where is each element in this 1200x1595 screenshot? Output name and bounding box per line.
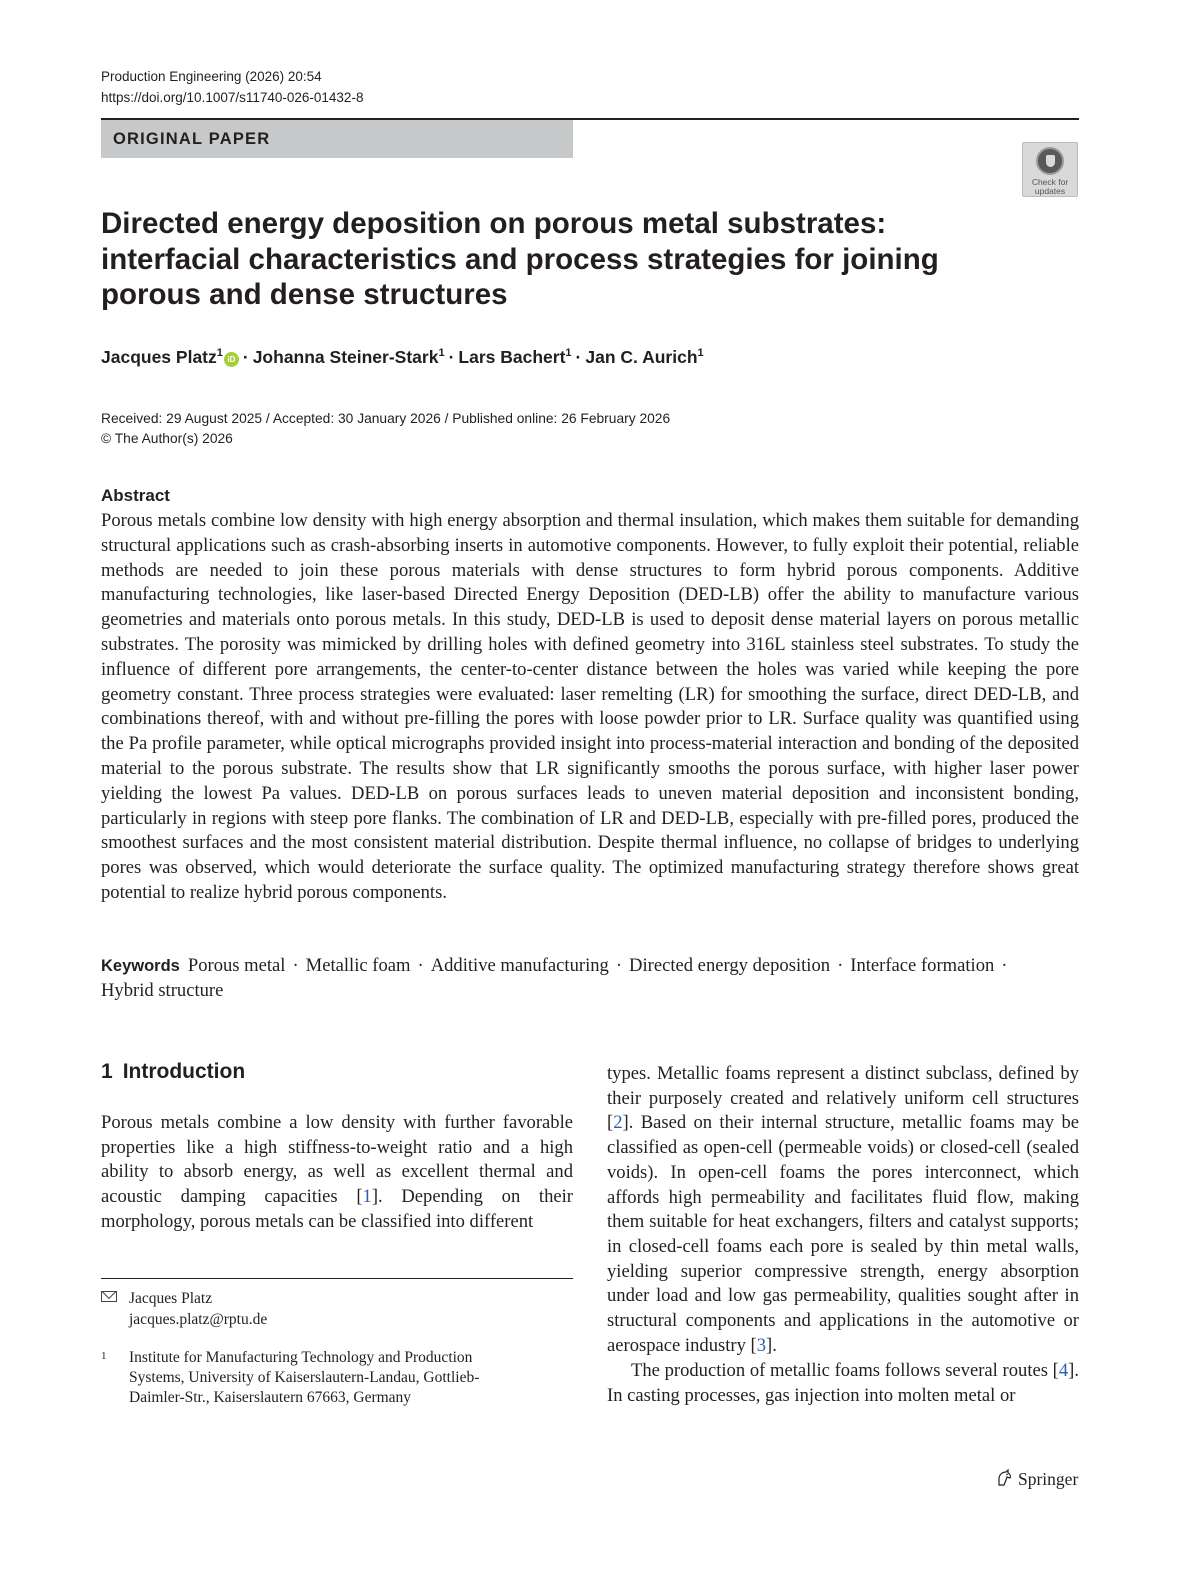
section-title: Introduction [122,1060,246,1083]
abstract-body: Porous metals combine low density with high energy absorption and thermal insulation, which makes them suitable for demanding structural applications such as crash-absorbing inserts in automotive components. However, to fully exploit their potential, reliable methods are needed to join these porous materials with dense structures to form hybrid porous components. Additive manufacturing technologies, like laser-based Directed Energy Deposition (DED-LB) offer the ability to manufacture various geometries and materials onto porous metals. In this study, DED-LB is used to deposit dense material layers on porous metallic substrates. The porosity was mimicked by drilling holes with defined geometry into 316L stainless steel substrates. To study the influence of different pore arrangements, the center-to-center distance between the holes was varied while keeping the pore geometry constant. Three process strategies were evaluated: laser remelting (LR) for smoothing the surface, direct DED-LB, and combinations thereof, with and without pre-filling the pores with loose powder prior to LR. Surface quality was quantified using the Pa profile parameter, while optical micrographs provided insight into process-material interaction and bonding of the deposited material to the porous substrate. The results show that LR significantly smooths the porous surface, with higher laser power yielding the lowest Pa values. DED-LB on porous surfaces leads to uneven material deposition and inconsistent bonding, particularly in regions with steep pore flanks. The combination of LR and DED-LB, especially with pre-filled pores, produced the smoothest surfaces and the most consistent material distribution. Despite thermal influence, no collapse of bridges to underlying pores was observed, which would deteriorate the surface quality. The optimized manufacturing strategy therefore shows great potential to realize hybrid porous components. [101,510,1079,903]
author-name[interactable]: Jan C. Aurich [585,347,698,367]
publication-history: Received: 29 August 2025 / Accepted: 30 January 2026 / Published online: 26 February 2026 [101,411,671,426]
author-separator: · [575,347,582,367]
intro-paragraph-right-2: The production of metallic foams follows several routes [4]. In casting processes, gas injection into molten metal or [607,1360,1079,1406]
article-type-label: ORIGINAL PAPER [113,130,271,148]
keyword: Metallic foam [305,955,411,976]
article-type-banner [101,120,573,158]
check-for-updates-label: Check for updates [1031,177,1069,196]
publisher-name: Springer [1018,1469,1079,1489]
footnote-rule [101,1278,573,1279]
affiliation-mark: 1 [697,347,704,360]
corresponding-author-email[interactable]: jacques.platz@rptu.de [129,1311,268,1328]
intro-paragraph-left: Porous metals combine a low density with further favorable properties like a high stiffness-to-weight ratio and a high ability to absorb energy, as well as excellent thermal and acoustic damping capacities [1]. Depending on their morphology, porous metals can be classified into different [101,1112,573,1232]
keywords-label: Keywords [101,957,180,975]
section-heading [101,1060,245,1084]
author-separator: · [242,347,249,367]
author-name[interactable]: Johanna Steiner-Stark [252,347,439,367]
keyword: Interface formation [850,955,995,976]
affiliation-mark: 1 [565,347,572,360]
author-list [101,347,704,368]
keyword-separator: · [292,955,299,976]
author-name[interactable]: Jacques Platz [101,347,217,367]
keyword-separator: · [615,955,623,976]
journal-citation: Production Engineering (2026) 20:54 [101,69,322,84]
check-for-updates-button[interactable] [1022,142,1078,197]
orcid-icon[interactable]: iD [224,352,239,367]
abstract-heading: Abstract [101,486,170,505]
section-number: 1 [101,1060,113,1083]
journal-info [101,66,363,108]
citation-link[interactable]: 4 [1058,1360,1069,1381]
crossmark-icon [1036,147,1064,175]
keywords-block [101,954,1079,1004]
affiliation-mark: 1 [438,347,445,360]
author-name[interactable]: Lars Bachert [458,347,566,367]
citation-link[interactable]: 3 [756,1334,767,1356]
corresponding-author-name: Jacques Platz [129,1290,213,1307]
citation-link[interactable]: 2 [613,1112,623,1134]
keyword: Directed energy deposition [629,955,831,976]
doi-link[interactable]: https://doi.org/10.1007/s11740-026-01432-8 [101,90,364,105]
keyword-separator: · [837,955,844,976]
keyword-separator: · [417,955,424,976]
keyword: Hybrid structure [101,979,224,1001]
envelope-icon [101,1291,117,1302]
copyright-line: © The Author(s) 2026 [101,431,233,446]
citation-link[interactable]: 1 [362,1186,372,1208]
paper-title: Directed energy deposition on porous metal substrates: interfacial characteristics and process strategies for joining porous and dense structures [101,207,939,311]
intro-paragraph-right: types. Metallic foams represent a distinct subclass, defined by their purposely created and relatively uniform cell structures [2]. Based on their internal structure, metallic foams may be classified as open-cell (permeable voids) or closed-cell (sealed voids). In open-cell foams the pores interconnect, which affords high permeability and facilitates fluid flow, making them suitable for heat exchangers, filters and catalyst supports; in closed-cell foams each pore is sealed by thin metal walls, yielding superior compressive strength, energy absorption under load and low gas permeability, qualities sought after in structural components and applications in the automotive or aerospace industry [3]. [607,1063,1079,1356]
author-separator: · [448,347,455,367]
affiliation-number: 1 [101,1350,107,1362]
publication-dates [101,409,670,449]
springer-horse-icon [995,1469,1013,1487]
keyword: Additive manufacturing [430,955,609,976]
keyword: Porous metal [187,955,286,976]
keyword-separator: · [1001,955,1008,976]
affiliation-mark: 1 [216,347,223,360]
